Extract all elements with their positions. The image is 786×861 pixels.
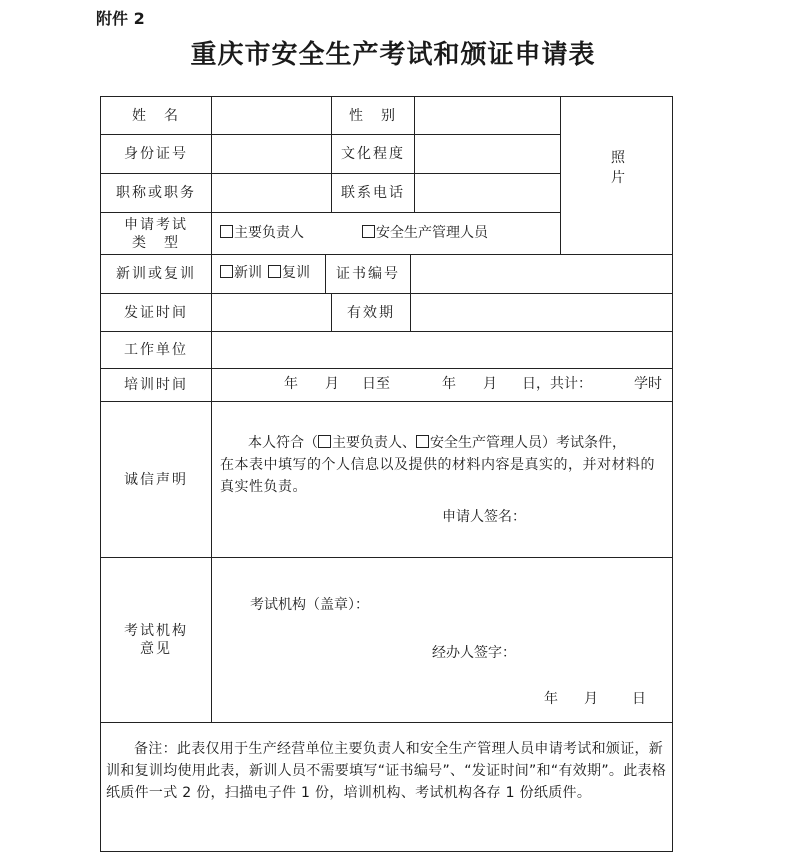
exam-type-label bbox=[101, 213, 211, 254]
row-line bbox=[100, 722, 673, 723]
training-start-year: 年 bbox=[284, 376, 298, 392]
checkbox-integrity-principal[interactable] bbox=[318, 435, 331, 448]
checkbox-new-training[interactable] bbox=[220, 265, 233, 278]
applicant-signature-label: 申请人签名： bbox=[442, 509, 526, 525]
training-start-day-to: 日至 bbox=[362, 376, 390, 392]
training-type-label: 新训或复训 bbox=[116, 266, 196, 282]
training-total: 日，共计： bbox=[522, 376, 592, 392]
exam-org-opinion-label-line2: 意见 bbox=[140, 641, 172, 657]
training-end-year: 年 bbox=[442, 376, 456, 392]
exam-type-label-line1: 申请考试 bbox=[124, 216, 188, 233]
integrity-statement-label: 诚信声明 bbox=[124, 471, 188, 488]
training-time-label: 培训时间 bbox=[124, 377, 188, 393]
exam-type-option-safety-manager[interactable]: 安全生产管理人员 bbox=[362, 222, 488, 244]
validity-field[interactable] bbox=[411, 294, 672, 331]
issue-date-label: 发证时间 bbox=[124, 304, 188, 321]
photo-label: 照片 bbox=[611, 150, 625, 186]
training-hours-unit: 学时 bbox=[634, 376, 662, 392]
education-field[interactable] bbox=[415, 135, 560, 173]
opinion-date-year: 年 bbox=[544, 691, 558, 707]
training-option-new[interactable]: 新训 bbox=[220, 262, 262, 284]
certificate-number-field[interactable] bbox=[411, 255, 672, 293]
id-number-label: 身份证号 bbox=[124, 146, 188, 162]
attachment-label: 附件 2 bbox=[96, 9, 145, 28]
form-note: 备注：此表仅用于生产经营单位主要负责人和安全生产管理人员申请考试和颁证，新训和复训均使用此表，新训人员不需要填写“证书编号”、“发证时间”和“有效期”。此表格纸质件一式 2 份，扫描电子件 1 份，培训机构、考试机构各存 1 份纸质件。 bbox=[106, 741, 667, 801]
validity-label: 有效期 bbox=[347, 304, 395, 321]
opinion-date-month: 月 bbox=[584, 691, 598, 707]
form-title: 重庆市安全生产考试和颁证申请表 bbox=[190, 40, 596, 70]
training-start-month: 月 bbox=[325, 376, 339, 392]
issue-date-field[interactable] bbox=[212, 294, 331, 331]
handler-signature-label: 经办人签字： bbox=[432, 645, 516, 661]
checkbox-principal[interactable] bbox=[220, 225, 233, 238]
job-title-label: 职称或职务 bbox=[116, 185, 196, 201]
work-unit-field[interactable] bbox=[212, 332, 672, 368]
integrity-statement-body: 在本表中填写的个人信息以及提供的材料内容是真实的，并对材料的真实性负责。 bbox=[220, 457, 655, 495]
exam-type-label-line2: 类 型 bbox=[132, 234, 180, 251]
checkbox-integrity-safety-manager[interactable] bbox=[416, 435, 429, 448]
exam-org-opinion-label bbox=[101, 558, 211, 722]
id-number-field[interactable] bbox=[212, 135, 331, 173]
work-unit-label: 工作单位 bbox=[124, 342, 188, 358]
certificate-number-label: 证书编号 bbox=[336, 266, 400, 282]
training-end-month: 月 bbox=[483, 376, 497, 392]
job-title-field[interactable] bbox=[212, 174, 331, 212]
opinion-date-day: 日 bbox=[632, 691, 646, 707]
training-option-renew[interactable]: 复训 bbox=[268, 262, 310, 284]
education-label: 文化程度 bbox=[341, 146, 405, 162]
integrity-statement-line1: 本人符合（ 主要负责人、 安全生产管理人员）考试条件， bbox=[248, 435, 626, 451]
table-border-right bbox=[672, 96, 673, 852]
exam-org-opinion-label-line1: 考试机构 bbox=[124, 623, 188, 639]
gender-field[interactable] bbox=[415, 97, 560, 134]
exam-org-seal-label: 考试机构（盖章）： bbox=[250, 597, 369, 613]
checkbox-renew-training[interactable] bbox=[268, 265, 281, 278]
table-border-bottom bbox=[100, 851, 673, 852]
exam-type-option-principal[interactable]: 主要负责人 bbox=[220, 222, 304, 244]
phone-field[interactable] bbox=[415, 174, 560, 212]
checkbox-safety-manager[interactable] bbox=[362, 225, 375, 238]
gender-label: 性 别 bbox=[349, 107, 397, 124]
name-label: 姓 名 bbox=[132, 107, 180, 124]
phone-label: 联系电话 bbox=[341, 185, 405, 201]
name-field[interactable] bbox=[212, 97, 331, 134]
